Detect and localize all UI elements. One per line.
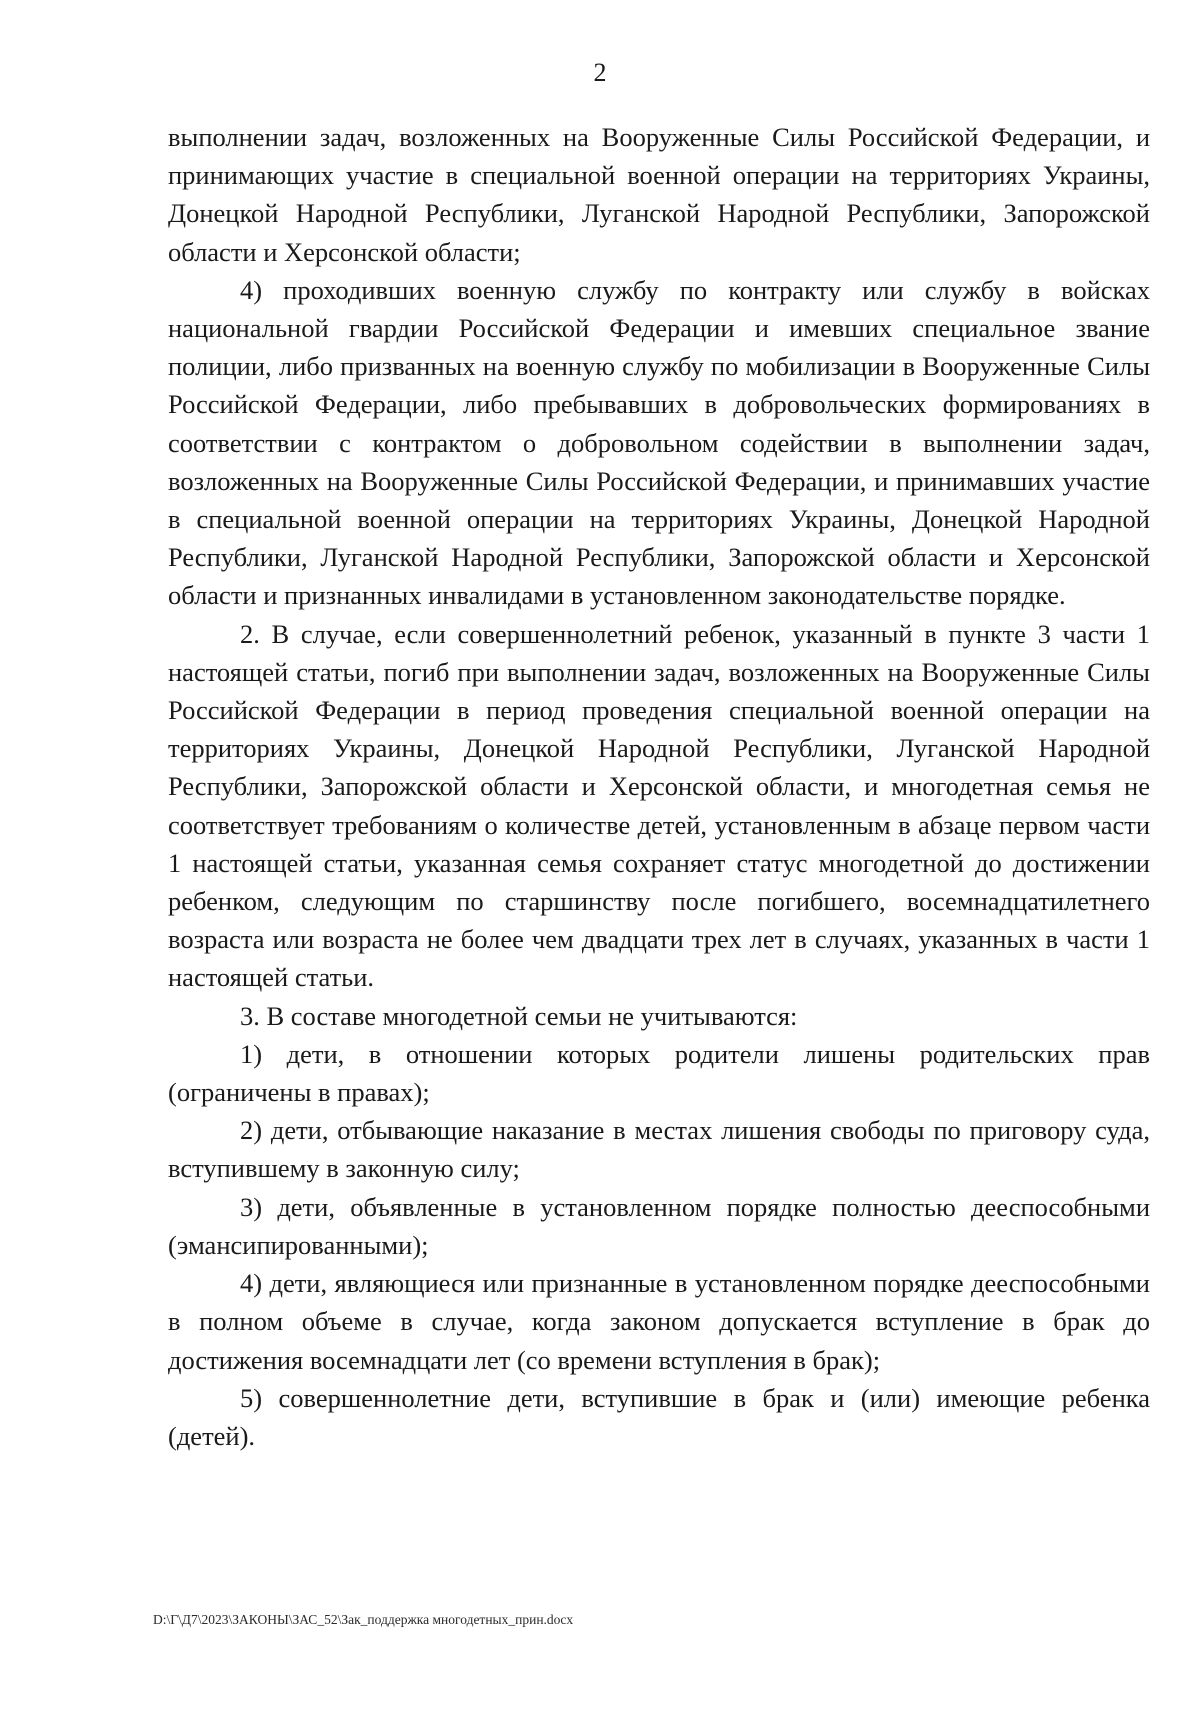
page-number: 2 [593, 58, 607, 87]
paragraph-part-3-item-3: 3) дети, объявленные в установленном порядке полностью дееспособными (эмансипированными); [168, 1191, 1150, 1260]
paragraph-part-3: 3. В составе многодетной семьи не учитываются: [240, 1000, 798, 1031]
footer-file-path: D:\Г\Д7\2023\ЗАКОНЫ\ЗАС_52\Зак_поддержка многодетных_прин.docx [153, 1612, 574, 1627]
paragraph-continuation: выполнении задач, возложенных на Вооруженные Силы Российской Федерации, и принимающих участие в специальной военной операции на территориях Украины, Донецкой Народной Республики, Луганской Народной Республики, Запорожской области и Херсонской области; [168, 122, 1150, 267]
document-body [168, 118, 1150, 1455]
paragraph-part-3-item-4: 4) дети, являющиеся или признанные в установленном порядке дееспособными в полном объеме в случае, когда законом допускается вступление в брак до достижения восемнадцати лет (со времени вступления в брак); [168, 1268, 1150, 1375]
paragraph-part-3-item-5: 5) совершеннолетние дети, вступившие в брак и (или) имеющие ребенка (детей). [168, 1382, 1150, 1451]
paragraph-part-3-item-1: 1) дети, в отношении которых родители лишены родительских прав (ограничены в правах); [168, 1038, 1150, 1108]
paragraph-item-4: 4) проходивших военную службу по контракту или службу в войсках национальной гвардии Российской Федерации и имевших специальное звание полиции, либо призванных на военную службу по мобилизации в Вооруженные Силы Российской Федерации, либо пребывавших в добровольческих формированиях в соответствии с контрактом о добровольном содействии в выполнении задач, возложенных на Вооруженные Силы Российской Федерации, и принимавших участие в специальной военной операции на территориях Украины, Донецкой Народной Республики, Луганской Народной Республики, Запорожской области и Херсонской области и признанных инвалидами в установленном законодательстве порядке. [168, 274, 1150, 611]
paragraph-part-3-item-2: 2) дети, отбывающие наказание в местах лишения свободы по приговору суда, вступившему в законную силу; [168, 1115, 1150, 1184]
paragraph-part-2: 2. В случае, если совершеннолетний ребенок, указанный в пункте 3 части 1 настоящей статьи, погиб при выполнении задач, возложенных на Вооруженные Силы Российской Федерации в период проведения специальной военной операции на территориях Украины, Донецкой Народной Республики, Луганской Народной Республики, Запорожской области и Херсонской области, и многодетная семья не соответствует требованиям о количестве детей, установленным в абзаце первом части 1 настоящей статьи, указанная семья сохраняет статус многодетной до достижении ребенком, следующим по старшинству после погибшего, восемнадцатилетнего возраста или возраста не более чем двадцати трех лет в случаях, указанных в части 1 настоящей статьи. [168, 618, 1150, 993]
